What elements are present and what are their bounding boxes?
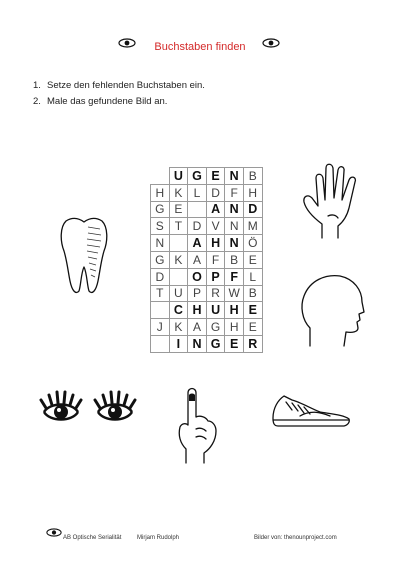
grid-cell: K — [169, 319, 188, 336]
tooth-picture — [58, 215, 110, 299]
grid-row — [151, 184, 263, 201]
grid-cell — [188, 201, 207, 218]
grid-cell: D — [151, 268, 170, 285]
grid-cell: H — [188, 302, 207, 319]
grid-row — [151, 168, 263, 185]
footer-title: AB Optische Serialität — [63, 535, 122, 541]
grid-cell: C — [169, 302, 188, 319]
grid-cell: D — [206, 184, 225, 201]
grid-cell: A — [206, 201, 225, 218]
grid-cell: G — [151, 201, 170, 218]
grid-cell: T — [169, 218, 188, 235]
grid-cell: S — [151, 218, 170, 235]
page-title: Buchstaben finden — [154, 41, 246, 53]
grid-row — [151, 235, 263, 252]
grid-cell: N — [188, 335, 207, 352]
grid-row — [151, 285, 263, 302]
instruction-2: 2. Male das gefundene Bild an. — [33, 96, 168, 107]
grid-cell: N — [225, 168, 244, 185]
grid-cell: H — [225, 302, 244, 319]
grid-row — [151, 302, 263, 319]
grid-cell: T — [151, 285, 170, 302]
eye-icon-right — [262, 38, 280, 48]
grid-cell: B — [225, 251, 244, 268]
grid-cell: F — [225, 184, 244, 201]
grid-cell: F — [225, 268, 244, 285]
grid-cell: J — [151, 319, 170, 336]
grid-cell: D — [188, 218, 207, 235]
grid-cell: N — [151, 235, 170, 252]
grid-cell — [169, 268, 188, 285]
shoe-picture — [270, 388, 352, 430]
grid-row — [151, 335, 263, 352]
grid-cell: N — [225, 235, 244, 252]
eyes-picture — [38, 388, 146, 428]
grid-cell — [151, 302, 170, 319]
grid-cell — [151, 335, 170, 352]
head-picture — [296, 270, 368, 348]
grid-cell: H — [243, 184, 262, 201]
grid-cell: E — [243, 302, 262, 319]
grid-cell: K — [169, 184, 188, 201]
grid-cell: E — [225, 335, 244, 352]
grid-cell: H — [151, 184, 170, 201]
grid-cell: R — [206, 285, 225, 302]
grid-cell: E — [243, 319, 262, 336]
grid-cell: P — [206, 268, 225, 285]
grid-cell: U — [169, 168, 188, 185]
grid-cell: L — [243, 268, 262, 285]
hand-picture — [300, 160, 370, 242]
grid-row — [151, 251, 263, 268]
grid-cell: H — [225, 319, 244, 336]
grid-cell: F — [206, 251, 225, 268]
grid-cell: E — [169, 201, 188, 218]
footer-eye-icon — [46, 528, 62, 537]
grid-cell: M — [243, 218, 262, 235]
grid-cell — [169, 235, 188, 252]
grid-cell: K — [169, 251, 188, 268]
grid-cell: B — [243, 285, 262, 302]
grid-cell: P — [188, 285, 207, 302]
footer-credit: Bilder von: thenounproject.com — [254, 535, 337, 541]
letter-grid — [150, 167, 263, 353]
grid-row — [151, 268, 263, 285]
grid-cell: U — [169, 285, 188, 302]
grid-cell: A — [188, 251, 207, 268]
grid-cell: E — [243, 251, 262, 268]
grid-cell: R — [243, 335, 262, 352]
grid-cell: H — [206, 235, 225, 252]
grid-cell: Ö — [243, 235, 262, 252]
grid-cell: U — [206, 302, 225, 319]
grid-cell: E — [206, 168, 225, 185]
grid-cell: L — [188, 184, 207, 201]
grid-row — [151, 201, 263, 218]
grid-cell: G — [206, 335, 225, 352]
finger-picture — [170, 383, 226, 465]
grid-cell: V — [206, 218, 225, 235]
grid-cell: B — [243, 168, 262, 185]
grid-cell: N — [225, 218, 244, 235]
instruction-1: 1. Setze den fehlenden Buchstaben ein. — [33, 80, 205, 91]
grid-cell — [151, 168, 170, 185]
grid-cell: A — [188, 235, 207, 252]
grid-cell: N — [225, 201, 244, 218]
grid-cell: D — [243, 201, 262, 218]
grid-cell: I — [169, 335, 188, 352]
grid-cell: G — [151, 251, 170, 268]
grid-row — [151, 218, 263, 235]
grid-cell: A — [188, 319, 207, 336]
grid-cell: O — [188, 268, 207, 285]
grid-row — [151, 319, 263, 336]
footer-author: Mirjam Rudolph — [137, 535, 180, 541]
grid-cell: G — [206, 319, 225, 336]
grid-cell: G — [188, 168, 207, 185]
grid-cell: W — [225, 285, 244, 302]
